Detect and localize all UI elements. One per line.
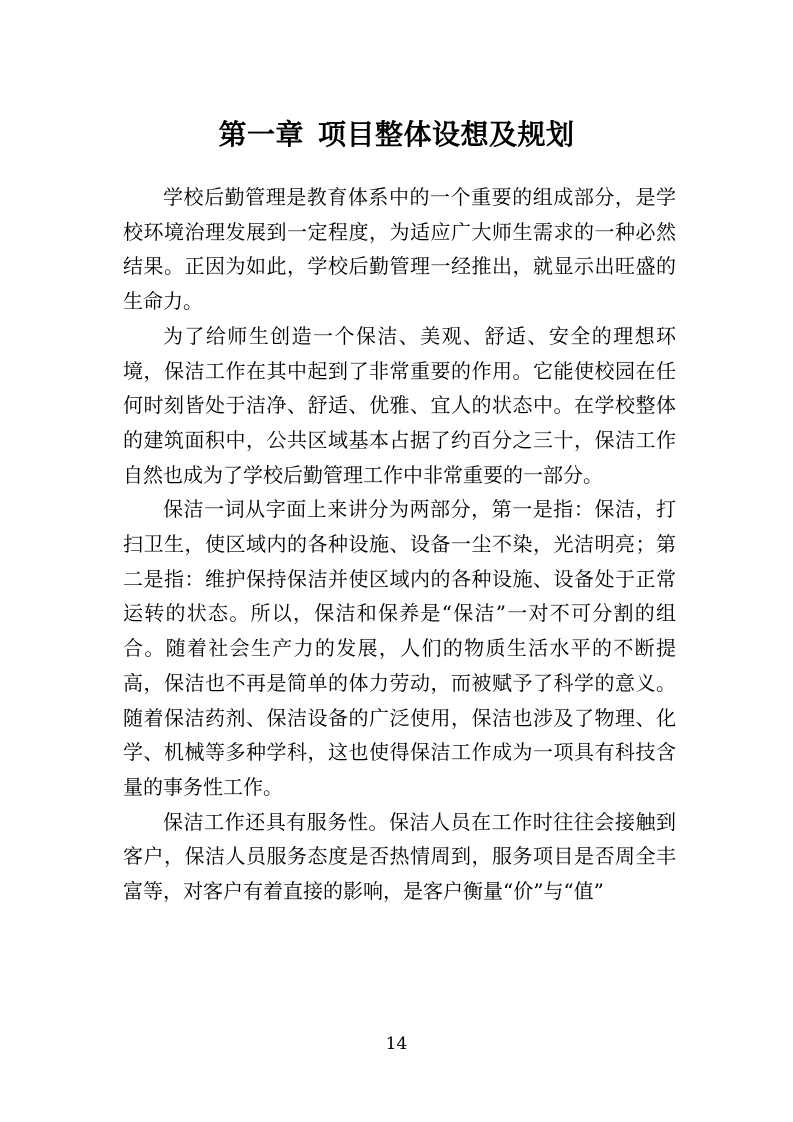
page-number: 14	[385, 1034, 408, 1054]
body-text	[123, 180, 676, 909]
paragraph-3: 保洁一词从字面上来讲分为两部分，第一是指：保洁，打扫卫生，使区域内的各种设施、设备一尘不染，光洁明亮；第二是指：维护保持保洁并使区域内的各种设施、设备处于正常运转的状态。所以，保洁和保养是“保洁”一对不可分割的组合。随着社会生产力的发展，人们的物质生活水平的不断提高，保洁也不再是简单的体力劳动，而被赋予了科学的意义。随着保洁药剂、保洁设备的广泛使用，保洁也涉及了物理、化学、机械等多种学科，这也使得保洁工作成为一项具有科技含量的事务性工作。	[123, 497, 676, 799]
chapter-title-text: 项目整体设想及规划	[318, 117, 575, 151]
paragraph-1: 学校后勤管理是教育体系中的一个重要的组成部分，是学校环境治理发展到一定程度，为适应广大师生需求的一种必然结果。正因为如此，学校后勤管理一经推出，就显示出旺盛的生命力。	[123, 185, 676, 314]
paragraph-2: 为了给师生创造一个保洁、美观、舒适、安全的理想环境，保洁工作在其中起到了非常重要的作用。它能使校园在任何时刻皆处于洁净、舒适、优雅、宜人的状态中。在学校整体的建筑面积中，公共区域基本占据了约百分之三十，保洁工作自然也成为了学校后勤管理工作中非常重要的一部分。	[123, 323, 676, 487]
chapter-number: 第一章	[218, 117, 304, 151]
chapter-title	[0, 115, 793, 155]
paragraph-4: 保洁工作还具有服务性。保洁人员在工作时往往会接触到客户，保洁人员服务态度是否热情周到，服务项目是否周全丰富等，对客户有着直接的影响，是客户衡量“价”与“值”	[123, 809, 676, 904]
